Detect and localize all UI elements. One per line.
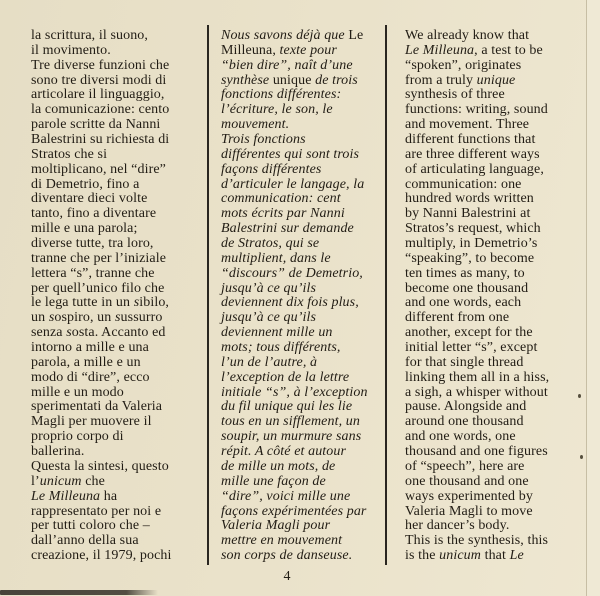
text-line [405, 88, 595, 103]
text-segment: mille e un modo [31, 384, 124, 400]
column-italian-text [31, 29, 203, 564]
text-segment: unique [272, 72, 312, 88]
text-segment: different functions that [405, 132, 536, 148]
text-segment: mettre en mouvement [221, 533, 343, 549]
text-line [31, 445, 203, 460]
text-line [221, 460, 383, 475]
text-line [405, 341, 595, 356]
text-segment: another, except for the [405, 325, 533, 341]
text-segment: ten times as many, to [405, 265, 525, 281]
text-segment: moltiplicano, nel “dire” [31, 161, 166, 177]
text-line [405, 326, 595, 341]
text-segment: unicum [39, 473, 82, 489]
text-segment: répit. A côté et autour [221, 444, 347, 460]
text-segment: sono tre diversi modi di [31, 72, 167, 88]
text-segment: is the [405, 548, 440, 564]
text-line [221, 490, 383, 505]
text-line [31, 74, 203, 89]
text-segment: façons expérimentées par [221, 503, 367, 519]
text-segment: We already know that [405, 28, 530, 43]
text-segment: ussurro [120, 310, 163, 326]
text-line [221, 29, 383, 44]
text-segment: ways experimented by [405, 488, 533, 504]
text-line [31, 252, 203, 267]
text-segment: Tre diverse funzioni che [31, 57, 170, 73]
text-segment: ibilo, [139, 295, 170, 311]
text-line [221, 192, 383, 207]
text-line [221, 74, 383, 89]
text-segment: mille e una parola; [31, 221, 138, 237]
text-segment: pause. Alongside and [405, 399, 527, 415]
text-segment: parola, a mille e un [31, 354, 141, 370]
text-line [31, 475, 203, 490]
text-line [405, 59, 595, 74]
text-line [31, 222, 203, 237]
text-line [405, 356, 595, 371]
text-segment: per quell’unico filo che [31, 280, 165, 296]
text-line [31, 207, 203, 222]
text-line [31, 133, 203, 148]
text-segment: ha [100, 488, 118, 504]
column-english-text [405, 29, 595, 564]
text-segment: Le [509, 548, 524, 564]
text-line [31, 163, 203, 178]
text-line [31, 430, 203, 445]
column-french-text [221, 29, 383, 564]
text-segment: diverse tutte, tra loro, [31, 236, 154, 252]
text-line [221, 252, 383, 267]
text-line [405, 505, 595, 520]
text-segment: Le Milleuna [31, 488, 101, 504]
text-line [405, 267, 595, 282]
text-line [221, 296, 383, 311]
text-line [31, 267, 203, 282]
text-line [221, 549, 383, 564]
text-line [405, 44, 595, 59]
text-segment: s [133, 295, 140, 311]
text-segment: le lega tutte in un [31, 295, 134, 311]
text-segment: by Nanni Balestrini at [405, 206, 531, 222]
text-segment: diventare dieci volte [31, 191, 148, 207]
text-segment: unique [476, 72, 516, 88]
text-segment: s [48, 310, 55, 326]
text-line [221, 59, 383, 74]
text-line [31, 59, 203, 74]
text-segment: per tutti coloro che – [31, 518, 150, 534]
text-line [221, 88, 383, 103]
text-segment: Nous savons déjà que [221, 28, 349, 43]
text-segment: tranne che per l’iniziale [31, 250, 167, 266]
text-line [405, 534, 595, 549]
text-segment: linking them all in a hiss, [405, 369, 550, 385]
text-segment: Trois fonctions [221, 132, 306, 148]
text-segment: mouvement. [221, 117, 290, 133]
text-segment: , a test to be [474, 42, 543, 58]
text-segment: become one thousand [405, 280, 529, 296]
text-line [221, 445, 383, 460]
text-segment: are three different ways [405, 146, 540, 162]
text-line [31, 88, 203, 103]
text-segment: l’ [31, 473, 40, 489]
text-segment: de mille un mots, de [221, 458, 336, 474]
text-segment: her dancer’s body. [405, 518, 510, 534]
text-line [221, 207, 383, 222]
text-segment: modo di “dire”, ecco [31, 369, 150, 385]
text-line [221, 282, 383, 297]
text-line [221, 430, 383, 445]
text-segment: l’écriture, le son, le [221, 102, 333, 118]
text-segment: texte pour [275, 42, 337, 58]
text-line [405, 74, 595, 89]
text-segment: ospiro, un [54, 310, 115, 326]
text-line [31, 44, 203, 59]
text-line [405, 445, 595, 460]
text-segment: of articulating language, [405, 161, 544, 177]
text-segment: from a truly [405, 72, 477, 88]
text-segment: de Stratos, qui se [221, 236, 320, 252]
text-line [221, 371, 383, 386]
text-segment: Balestrini sur demande [221, 221, 354, 237]
text-line [405, 430, 595, 445]
text-segment: of “speech”, here are [405, 458, 525, 474]
text-segment: l’exception de la lettre [221, 369, 350, 385]
text-line [221, 400, 383, 415]
text-segment: initial letter “s”, except [405, 340, 538, 356]
text-line [405, 282, 595, 297]
text-line [405, 252, 595, 267]
page-number: 4 [283, 569, 291, 584]
text-line [31, 103, 203, 118]
text-segment: du fil unique qui les lie [221, 399, 353, 415]
text-line [31, 237, 203, 252]
text-line [221, 415, 383, 430]
text-segment: “discours” de Demetrio, [221, 265, 363, 281]
text-line [221, 311, 383, 326]
text-line [221, 505, 383, 520]
text-segment: di Demetrio, fino a [31, 176, 140, 192]
text-segment: façons différentes [221, 161, 322, 177]
text-segment: il movimento. [31, 42, 111, 58]
column-divider-left [207, 25, 209, 565]
text-segment: soupir, un murmure sans [221, 429, 362, 445]
text-line [221, 148, 383, 163]
text-segment: s [66, 325, 72, 341]
text-segment: articolare il linguaggio, [31, 87, 165, 103]
text-line [405, 103, 595, 118]
text-line [31, 534, 203, 549]
text-segment: la comunicazione: cento [31, 102, 170, 118]
text-line [221, 519, 383, 534]
text-segment: one thousand and one [405, 473, 529, 489]
text-segment: son corps de danseuse. [221, 548, 353, 564]
text-segment: Questa la sintesi, questo [31, 458, 169, 474]
text-segment: creazione, il 1979, pochi [31, 548, 172, 564]
text-line [221, 163, 383, 178]
text-segment: jusqu’à ce qu’ils [221, 310, 317, 326]
text-segment: ballerina. [31, 444, 85, 460]
text-line [31, 356, 203, 371]
text-segment: “dire”, voici mille une [221, 488, 351, 504]
text-line [221, 267, 383, 282]
text-line [31, 460, 203, 475]
text-segment: deviennent mille un [221, 325, 333, 341]
text-line [31, 341, 203, 356]
text-segment: communication: one [405, 176, 522, 192]
text-segment: rappresentato per noi e [31, 503, 162, 519]
text-line [31, 505, 203, 520]
page-edge-speck [580, 455, 583, 459]
text-segment: and one words, one [405, 429, 516, 445]
text-segment: Valeria Magli pour [221, 518, 331, 534]
text-segment: osta. Accanto ed [71, 325, 166, 341]
text-line [405, 148, 595, 163]
text-line [31, 282, 203, 297]
text-line [221, 341, 383, 356]
text-segment: “spoken”, originates [405, 57, 522, 73]
text-line [405, 118, 595, 133]
text-line [221, 356, 383, 371]
text-line [405, 192, 595, 207]
text-segment: This is the synthesis, this [405, 533, 549, 549]
text-line [221, 133, 383, 148]
text-line [221, 222, 383, 237]
text-segment: de trois [311, 72, 358, 88]
text-segment: around one thousand [405, 414, 524, 430]
page-fold-edge [586, 0, 600, 596]
text-segment: deviennent dix fois plus, [221, 295, 359, 311]
text-line [31, 371, 203, 386]
text-segment: initiale “s”, à l’exception [221, 384, 368, 400]
text-line [31, 311, 203, 326]
text-line [405, 386, 595, 401]
text-segment: thousand and one figures [405, 444, 548, 460]
text-segment: and movement. Three [405, 117, 530, 133]
text-segment: “speaking”, to become [405, 250, 535, 266]
text-segment: multiplient, dans le [221, 250, 331, 266]
text-segment: Stratos che si [31, 146, 108, 162]
text-line [405, 222, 595, 237]
text-line [31, 326, 203, 341]
text-line [405, 163, 595, 178]
text-line [405, 237, 595, 252]
text-segment: senza [31, 325, 67, 341]
text-segment: sperimentati da Valeria [31, 399, 163, 415]
text-segment: un [31, 310, 49, 326]
text-line [405, 311, 595, 326]
text-line [221, 534, 383, 549]
text-line [405, 415, 595, 430]
text-line [221, 386, 383, 401]
text-segment: synthèse [221, 72, 273, 88]
text-segment: tous en un sifflement, un [221, 414, 360, 430]
text-segment: d’articuler le langage, la [221, 176, 365, 192]
text-segment: synthesis of three [405, 87, 505, 103]
text-segment: hundred words written [405, 191, 534, 207]
text-segment: that [480, 548, 510, 564]
text-line [405, 133, 595, 148]
text-segment: tanto, fino a diventare [31, 206, 157, 222]
text-segment: Stratos’s request, which [405, 221, 541, 237]
text-line [31, 400, 203, 415]
text-line [405, 371, 595, 386]
text-segment: unicum [439, 548, 481, 564]
text-line [405, 519, 595, 534]
text-line [31, 490, 203, 505]
text-segment: “bien dire”, naît d’une [221, 57, 353, 73]
column-divider-right [385, 25, 387, 565]
text-line [31, 118, 203, 133]
text-segment: mots écrits par Nanni [221, 206, 345, 222]
text-line [31, 549, 203, 564]
text-segment: s [114, 310, 121, 326]
text-segment: and one words, each [405, 295, 522, 311]
text-segment: différentes qui sont trois [221, 146, 360, 162]
text-line [31, 178, 203, 193]
text-segment: intorno a mille e una [31, 340, 149, 356]
text-segment: fonctions différentes: [221, 87, 342, 103]
text-line [405, 296, 595, 311]
page-edge-speck [578, 394, 581, 398]
text-segment: dall’anno della sua [31, 533, 139, 549]
text-line [405, 490, 595, 505]
text-segment: for that single thread [405, 354, 524, 370]
text-line [31, 415, 203, 430]
text-segment: lettera “s”, tranne che [31, 265, 155, 281]
text-segment: l’un de l’autre, à [221, 354, 318, 370]
text-line [405, 207, 595, 222]
text-segment: Valeria Magli to move [405, 503, 533, 519]
text-segment: functions: writing, sound [405, 102, 548, 118]
text-segment: different from one [405, 310, 510, 326]
text-line [221, 178, 383, 193]
text-line [221, 326, 383, 341]
text-segment: Balestrini su richiesta di [31, 132, 170, 148]
text-line [221, 44, 383, 59]
text-line [405, 475, 595, 490]
text-segment: communication: cent [221, 191, 341, 207]
text-line [221, 103, 383, 118]
text-line [31, 296, 203, 311]
text-segment: Milleuna, [221, 42, 276, 58]
text-segment: mots; tous différents, [221, 340, 341, 356]
text-segment: jusqu’à ce qu’ils [221, 280, 317, 296]
text-segment: Le Milleuna [405, 42, 475, 58]
text-line [221, 237, 383, 252]
text-line [405, 549, 595, 564]
text-segment: a sigh, a whisper without [405, 384, 548, 400]
text-segment: multiply, in Demetrio’s [405, 236, 538, 252]
text-line [31, 148, 203, 163]
text-segment: parole scritte da Nanni [31, 117, 161, 133]
text-line [31, 519, 203, 534]
text-line [31, 192, 203, 207]
text-line [221, 475, 383, 490]
text-line [31, 29, 203, 44]
text-segment: Magli per muovere il [31, 414, 152, 430]
text-line [405, 400, 595, 415]
text-line [405, 460, 595, 475]
text-line [405, 178, 595, 193]
text-segment: Le [348, 28, 364, 43]
text-line [405, 29, 595, 44]
text-segment: proprio corpo di [31, 429, 124, 445]
text-segment: la scrittura, il suono, [31, 28, 148, 43]
text-segment: che [81, 473, 105, 489]
text-line [31, 386, 203, 401]
text-line [221, 118, 383, 133]
scan-edge-strip [0, 590, 158, 595]
text-segment: mille une façon de [221, 473, 326, 489]
